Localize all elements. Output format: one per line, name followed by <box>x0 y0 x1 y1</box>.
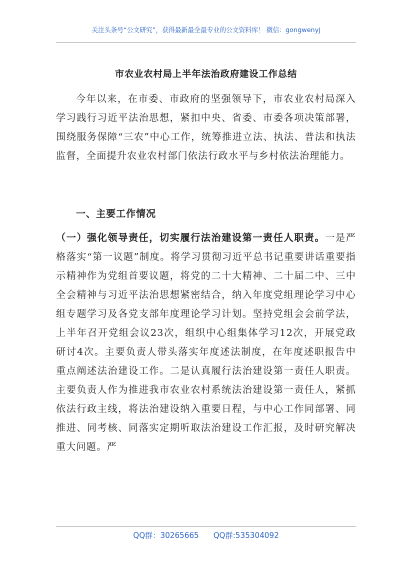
header-divider <box>56 42 356 43</box>
footer-qq-group-2: QQ群:535304092 <box>213 531 279 540</box>
footer-divider <box>56 526 356 527</box>
subsection-paragraph <box>56 229 356 457</box>
document-title: 市农业农村局上半年法治政府建设工作总结 <box>114 69 298 80</box>
footer-qq-group-1: QQ群：30265665 <box>133 531 199 540</box>
section-heading-main-work: 一、主要工作情况 <box>76 209 156 220</box>
intro-paragraph: 今年以来，在市委、市政府的坚强领导下，市农业农村局深入学习践行习近平法治思想，紧扣中央、省委、市委各项决策部署，围绕服务保障“三农”中心工作，统筹推进立法、执法、普法和执法监督，全面提升农业农村部门依法行政水平与乡村依法治理能力。 <box>56 94 356 162</box>
footer-contact <box>56 530 356 542</box>
subsection-body: 一是严格落实“第一议题”制度。将学习贯彻习近平总书记重要讲话重要指示精神作为党组首要议题，将党的二十大精神、二十届二中、三中全会精神与习近平法治思想紧密结合，纳入年度党组理论学习中心组专题学习及各党支部年度理论学习计划。坚持党组会会前学法，上半年召开党组会议23次，组织中心组集体学习12次，开展党政研讨4次。主要负责人带头落实年度述法制度，在年度述职报告中重点阐述法治建设工作。二是认真履行法治建设第一责任人职责。主要负责人作为推进我市农业农村系统法治建设第一责任人，紧抓依法行政主线，将法治建设纳入重要日程，与中心工作同部署、同推进、同考核、同落实定期听取法治建设工作汇报，及时研究解决重大问题。严 <box>56 233 356 453</box>
header-banner: 关注头条号“公文研究”，获得最新最全最专业的公文资料库！ 微信：gongwenyj <box>91 26 321 34</box>
subsection-heading: （一）强化领导责任，切实履行法治建设第一责任人职责。 <box>56 233 326 244</box>
